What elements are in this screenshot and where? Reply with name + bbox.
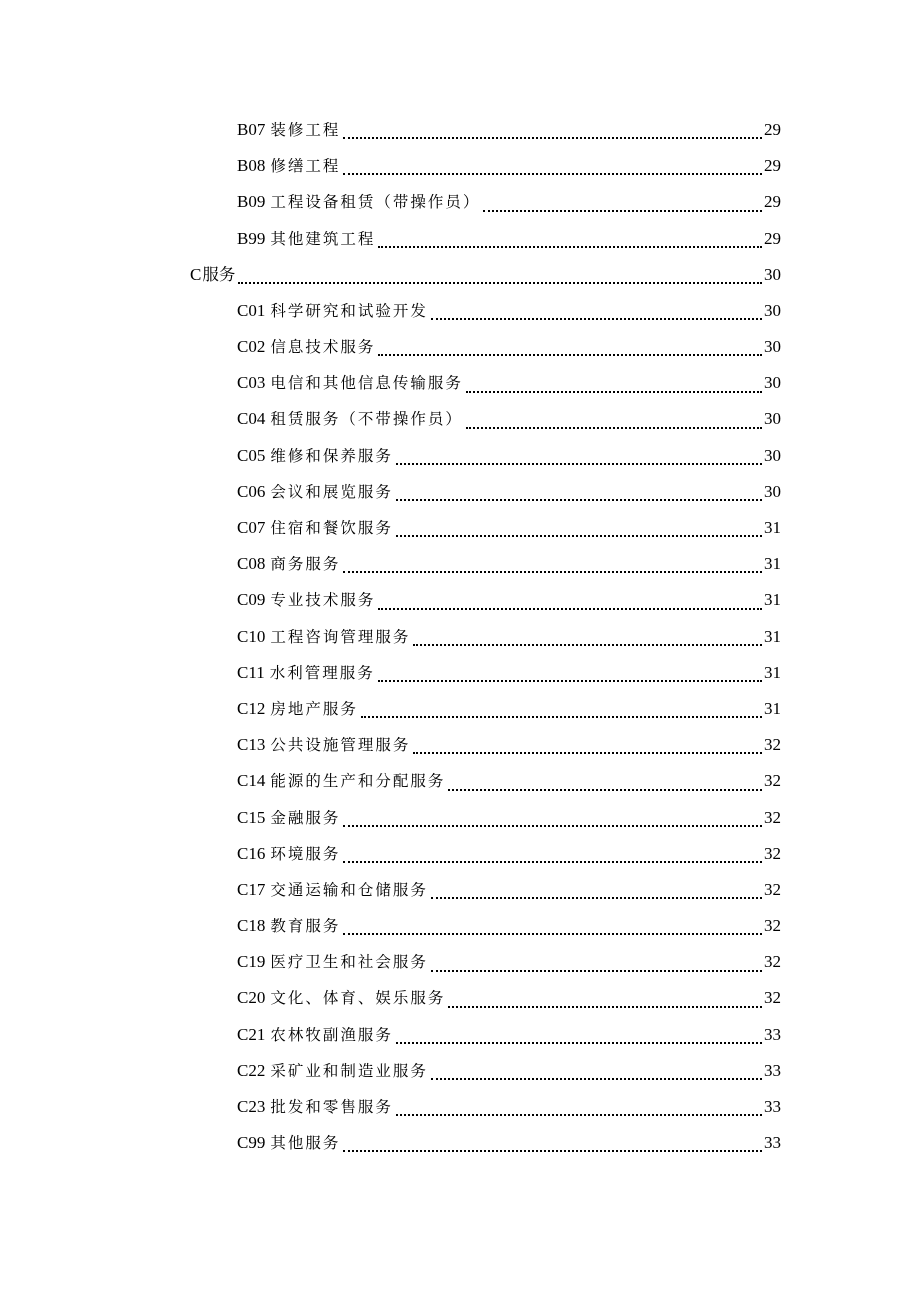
toc-entry-label	[237, 763, 445, 799]
toc-entry-code: C01	[237, 300, 266, 320]
toc-entry-label	[237, 727, 410, 763]
toc-entry-label	[237, 1125, 340, 1161]
dot-leader	[448, 1006, 762, 1008]
dot-leader	[343, 173, 762, 175]
dot-leader	[343, 825, 762, 827]
toc-entry-label	[190, 257, 235, 293]
dot-leader	[378, 246, 762, 248]
toc-entry-page-number: 33	[764, 1133, 781, 1153]
toc-entry-page-number: 30	[764, 445, 781, 465]
table-of-contents	[0, 112, 920, 1161]
dot-leader	[378, 354, 762, 356]
toc-entry-page-number: 30	[764, 337, 781, 357]
toc-entry-title: 文化、体育、娱乐服务	[270, 989, 446, 1008]
toc-entry-title: 信息技术服务	[270, 338, 376, 357]
toc-entry-code: C20	[237, 988, 266, 1008]
dot-leader	[343, 933, 762, 935]
toc-entry-title: 科学研究和试验开发	[270, 301, 428, 320]
dot-leader	[396, 1114, 762, 1116]
dot-leader	[396, 535, 762, 537]
toc-entry-title: 房地产服务	[270, 699, 358, 718]
toc-entry[interactable]	[0, 872, 920, 908]
dot-leader	[431, 897, 762, 899]
toc-entry-label	[237, 691, 358, 727]
toc-entry-label	[237, 908, 340, 944]
toc-entry-title: 金融服务	[270, 808, 341, 827]
toc-entry-page-number: 29	[764, 156, 781, 176]
toc-entry[interactable]	[0, 981, 920, 1017]
toc-entry-code: C15	[237, 807, 266, 827]
toc-entry-title: 修缮工程	[270, 157, 341, 176]
toc-entry[interactable]	[0, 112, 920, 148]
toc-entry-code: C21	[237, 1024, 266, 1044]
toc-entry-title: 能源的生产和分配服务	[270, 772, 446, 791]
toc-entry-code: C23	[237, 1097, 266, 1117]
toc-entry-page-number: 31	[764, 590, 781, 610]
toc-entry-code: C18	[237, 916, 266, 936]
toc-entry-page-number: 29	[764, 228, 781, 248]
toc-entry-label	[237, 474, 393, 510]
toc-entry[interactable]	[0, 438, 920, 474]
toc-entry-page-number: 30	[764, 373, 781, 393]
toc-entry[interactable]	[0, 691, 920, 727]
toc-entry-page-number: 29	[764, 192, 781, 212]
toc-entry-label	[237, 546, 340, 582]
toc-entry-code: C11	[237, 662, 265, 682]
toc-entry-page-number: 32	[764, 771, 781, 791]
toc-entry-code: C99	[237, 1133, 266, 1153]
toc-entry-code: B07	[237, 119, 266, 139]
toc-entry-page-number: 32	[764, 843, 781, 863]
dot-leader	[396, 1042, 762, 1044]
toc-entry-code: C07	[237, 518, 266, 538]
toc-entry-title: 工程设备租赁（带操作员）	[270, 193, 481, 212]
toc-entry[interactable]	[0, 365, 920, 401]
toc-entry-label	[237, 1017, 393, 1053]
toc-entry-code: C03	[237, 373, 266, 393]
toc-entry-page-number: 30	[764, 409, 781, 429]
toc-entry-code: C05	[237, 445, 266, 465]
toc-entry-code: C13	[237, 735, 266, 755]
toc-entry-code: C09	[237, 590, 266, 610]
toc-entry-title: 水利管理服务	[269, 663, 375, 682]
toc-entry-title: 农林牧副渔服务	[270, 1025, 393, 1044]
toc-entry-label	[237, 112, 340, 148]
dot-leader	[413, 644, 762, 646]
toc-entry-page-number: 32	[764, 916, 781, 936]
toc-entry-code: C04	[237, 409, 266, 429]
toc-entry-code: C08	[237, 554, 266, 574]
dot-leader	[343, 1150, 762, 1152]
toc-entry-page-number: 31	[764, 554, 781, 574]
toc-entry-code: C17	[237, 879, 266, 899]
toc-entry-page-number: 30	[764, 481, 781, 501]
toc-entry[interactable]	[0, 184, 920, 220]
toc-entry-title: 维修和保养服务	[270, 446, 393, 465]
toc-entry-page-number: 31	[764, 518, 781, 538]
dot-leader	[238, 282, 762, 284]
dot-leader	[431, 970, 762, 972]
toc-entry-page-number: 31	[764, 662, 781, 682]
toc-entry-page-number: 32	[764, 879, 781, 899]
toc-entry-label	[237, 1053, 428, 1089]
dot-leader	[378, 680, 762, 682]
toc-entry[interactable]	[0, 510, 920, 546]
toc-entry[interactable]	[0, 763, 920, 799]
dot-leader	[396, 463, 762, 465]
toc-entry-page-number: 30	[764, 300, 781, 320]
toc-entry-title: 其他服务	[270, 1134, 341, 1153]
toc-entry-label	[237, 872, 428, 908]
toc-entry-label	[237, 800, 340, 836]
toc-entry-page-number: 33	[764, 1024, 781, 1044]
toc-entry[interactable]	[0, 619, 920, 655]
toc-entry[interactable]	[0, 1053, 920, 1089]
toc-entry-label	[237, 510, 393, 546]
toc-entry-title: 公共设施管理服务	[270, 736, 411, 755]
toc-entry[interactable]	[0, 257, 920, 293]
toc-entry-title: 电信和其他信息传输服务	[270, 374, 463, 393]
toc-entry-label	[237, 438, 393, 474]
toc-entry-page-number: 31	[764, 698, 781, 718]
toc-entry-code: C16	[237, 843, 266, 863]
toc-entry-label	[237, 293, 428, 329]
toc-entry[interactable]	[0, 1089, 920, 1125]
toc-entry-page-number: 32	[764, 807, 781, 827]
toc-entry-label	[237, 944, 428, 980]
toc-entry-title: 批发和零售服务	[270, 1098, 393, 1117]
toc-entry-label	[237, 401, 463, 437]
toc-entry[interactable]	[0, 582, 920, 618]
toc-entry[interactable]	[0, 727, 920, 763]
toc-entry-title: 教育服务	[270, 917, 341, 936]
toc-entry[interactable]	[0, 148, 920, 184]
dot-leader	[413, 752, 762, 754]
toc-entry-code: B99	[237, 228, 266, 248]
toc-entry-code: C12	[237, 698, 266, 718]
toc-entry-title: 住宿和餐饮服务	[270, 519, 393, 538]
toc-entry-code: C10	[237, 626, 266, 646]
dot-leader	[466, 391, 762, 393]
dot-leader	[343, 137, 762, 139]
toc-entry-title: 专业技术服务	[270, 591, 376, 610]
toc-entry-page-number: 33	[764, 1060, 781, 1080]
dot-leader	[343, 571, 762, 573]
toc-entry-page-number: 29	[764, 119, 781, 139]
toc-entry-code: B09	[237, 192, 266, 212]
toc-entry-code: C	[190, 264, 202, 284]
toc-entry-title: 交通运输和仓储服务	[270, 880, 428, 899]
toc-entry-title: 其他建筑工程	[270, 229, 376, 248]
toc-entry-label	[237, 148, 340, 184]
toc-entry[interactable]	[0, 836, 920, 872]
toc-entry-label	[237, 221, 375, 257]
toc-entry[interactable]	[0, 474, 920, 510]
toc-entry-label	[237, 619, 410, 655]
toc-entry-title: 服务	[202, 264, 236, 284]
toc-entry-label	[237, 836, 340, 872]
toc-entry[interactable]	[0, 329, 920, 365]
dot-leader	[466, 427, 762, 429]
toc-entry-page-number: 31	[764, 626, 781, 646]
toc-entry[interactable]	[0, 402, 920, 438]
toc-entry[interactable]	[0, 546, 920, 582]
toc-entry-page-number: 32	[764, 735, 781, 755]
toc-entry-code: C19	[237, 952, 266, 972]
toc-entry-label	[237, 1089, 393, 1125]
toc-entry-title: 租赁服务（不带操作员）	[270, 410, 463, 429]
toc-entry[interactable]	[0, 1017, 920, 1053]
toc-entry-title: 商务服务	[270, 555, 341, 574]
toc-entry-label	[237, 184, 480, 220]
toc-entry-title: 工程咨询管理服务	[270, 627, 411, 646]
dot-leader	[343, 861, 762, 863]
toc-entry-title: 装修工程	[270, 120, 341, 139]
toc-entry-label	[237, 582, 375, 618]
dot-leader	[483, 210, 762, 212]
toc-entry-label	[237, 365, 463, 401]
toc-entry[interactable]	[0, 944, 920, 980]
toc-entry-title: 会议和展览服务	[270, 482, 393, 501]
dot-leader	[448, 789, 762, 791]
toc-entry-page-number: 32	[764, 988, 781, 1008]
toc-entry-page-number: 30	[764, 264, 781, 284]
toc-entry-code: C14	[237, 771, 266, 791]
toc-entry-code: C02	[237, 337, 266, 357]
toc-entry-title: 采矿业和制造业服务	[270, 1061, 428, 1080]
toc-entry[interactable]	[0, 655, 920, 691]
toc-entry[interactable]	[0, 221, 920, 257]
toc-entry-title: 环境服务	[270, 844, 341, 863]
dot-leader	[431, 1078, 762, 1080]
toc-entry[interactable]	[0, 1125, 920, 1161]
toc-entry-title: 医疗卫生和社会服务	[270, 953, 428, 972]
toc-entry[interactable]	[0, 908, 920, 944]
toc-entry[interactable]	[0, 293, 920, 329]
toc-entry-label	[237, 329, 375, 365]
toc-entry-label	[237, 980, 445, 1016]
toc-entry-page-number: 33	[764, 1097, 781, 1117]
toc-entry-code: C22	[237, 1060, 266, 1080]
dot-leader	[396, 499, 762, 501]
toc-entry-code: B08	[237, 156, 266, 176]
toc-entry-code: C06	[237, 481, 266, 501]
toc-entry-label	[237, 655, 375, 691]
dot-leader	[431, 318, 762, 320]
dot-leader	[378, 608, 762, 610]
toc-entry-page-number: 32	[764, 952, 781, 972]
dot-leader	[361, 716, 762, 718]
toc-entry[interactable]	[0, 800, 920, 836]
